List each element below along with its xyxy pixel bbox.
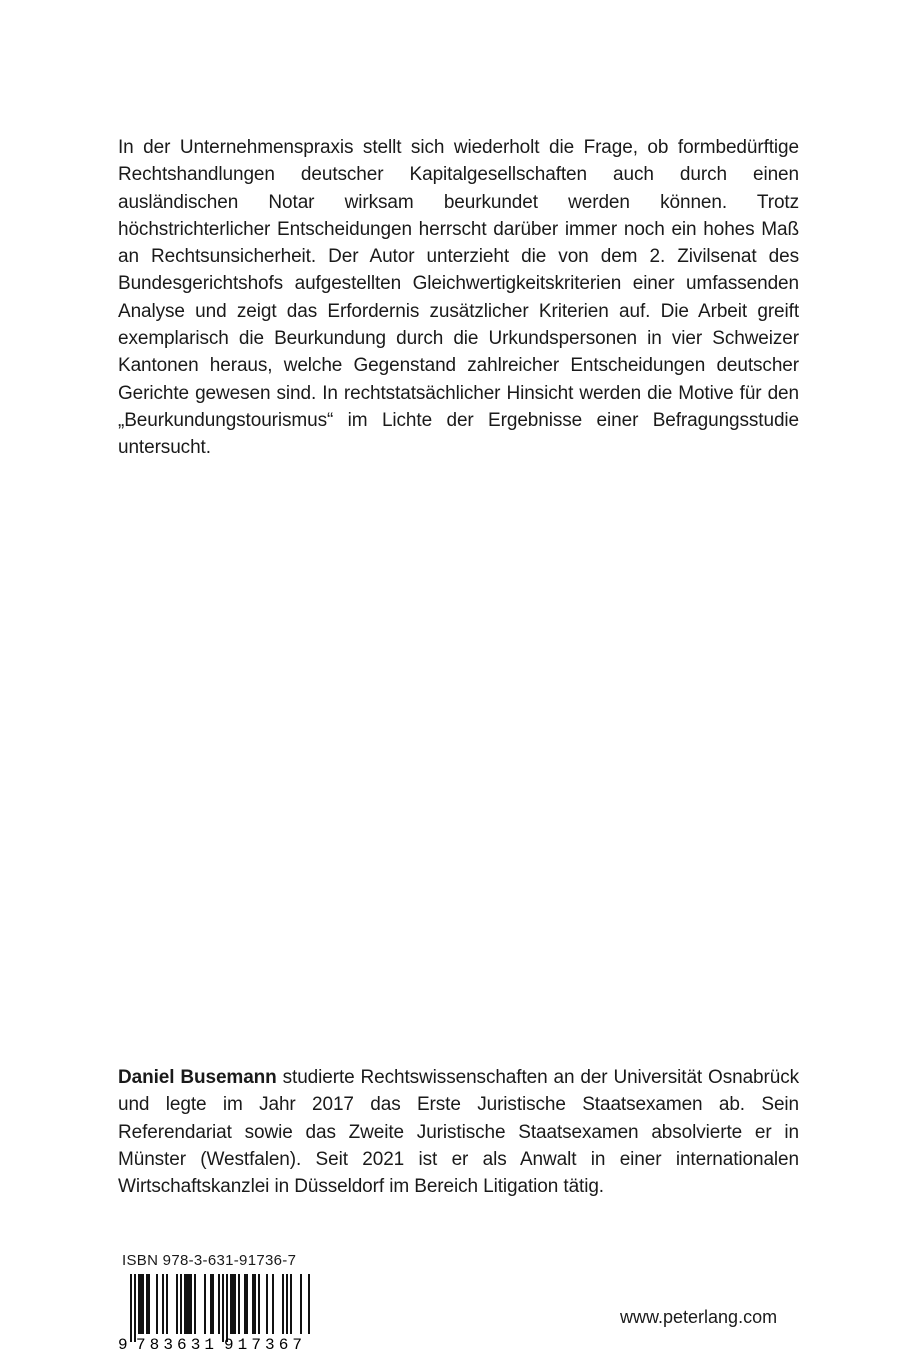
barcode-bar (186, 1274, 188, 1334)
barcode-first-digit: 9 (118, 1336, 128, 1352)
author-bio (118, 1064, 799, 1200)
isbn-block (118, 1252, 318, 1352)
author-name: Daniel Busemann (118, 1067, 277, 1088)
barcode-bar (308, 1274, 310, 1334)
barcode-bar (272, 1274, 274, 1334)
barcode-bar (212, 1274, 214, 1334)
isbn-label: ISBN 978-3-631-91736-7 (122, 1252, 297, 1269)
barcode-bar (244, 1274, 246, 1334)
barcode-bar (138, 1274, 140, 1334)
barcode-bar (162, 1274, 164, 1334)
author-bio-text: studierte Rechtswissenschaften an der Universität Osnabrück und legte im Jahr 2017 das Erste Juristische Staatsexamen ab. Sein Referendariat sowie das Zweite Juristische Staatsexamen absolvierte er in Münster (Westfalen). Seit 2021 ist er als Anwalt in einer internationalen Wirtschaftskanzlei in Düsseldorf im Bereich Litigation tätig. (118, 1067, 799, 1198)
barcode-bar (148, 1274, 150, 1334)
barcode-bar (166, 1274, 168, 1334)
barcode-bar (140, 1274, 142, 1334)
barcode-bar (176, 1274, 178, 1334)
barcode-bar (300, 1274, 302, 1334)
barcode-bar (130, 1274, 132, 1342)
publisher-website: www.peterlang.com (620, 1307, 778, 1327)
barcode-bar (146, 1274, 148, 1334)
barcode-bar (266, 1274, 268, 1334)
barcode-bar (252, 1274, 254, 1334)
barcode-bar (282, 1274, 284, 1334)
barcode-bar (238, 1274, 240, 1334)
barcode-bar (156, 1274, 158, 1334)
barcode-bar (218, 1274, 220, 1334)
barcode-bar (254, 1274, 256, 1334)
barcode-bar (226, 1274, 228, 1342)
barcode-bar (258, 1274, 260, 1334)
barcode-bar (230, 1274, 232, 1334)
barcode-bar (134, 1274, 136, 1342)
barcode-bar (246, 1274, 248, 1334)
barcode-bar (290, 1274, 292, 1334)
barcode-bar (204, 1274, 206, 1334)
barcode-right-digits: 917367 (224, 1336, 302, 1352)
barcode-left-digits: 783631 (136, 1336, 214, 1352)
barcode-bar (190, 1274, 192, 1334)
barcode-bar (232, 1274, 234, 1334)
back-cover-blurb: In der Unternehmenspraxis stellt sich wiederholt die Frage, ob formbedürftige Rechtshandlungen deutscher Kapitalgesellschaften auch durch einen ausländischen Notar wirksam beurkundet werden können. Trotz höchstrichterlicher Entscheidungen herrscht darüber immer noch ein hohes Maß an Rechtsunsicherheit. Der Autor unterzieht die von dem 2. Zivilsenat des Bundesgerichtshofs aufgestellten Gleichwertigkeitskriterien einer umfassenden Analyse und zeigt das Erfordernis zusätzlicher Kriterien auf. Die Arbeit greift exemplarisch die Beurkundung durch die Urkundspersonen in vier Schweizer Kantonen heraus, welche Gegenstand zahlreicher Entscheidungen deutscher Gerichte gewesen sind. In rechtstatsächlicher Hinsicht werden die Motive für den „Beurkundungstourismus“ im Lichte der Ergebnisse einer Befragungsstudie untersucht. (118, 137, 799, 459)
barcode-bar (188, 1274, 190, 1334)
barcode-bar (234, 1274, 236, 1334)
barcode-bar (184, 1274, 186, 1334)
barcode-bar (180, 1274, 182, 1334)
barcode-bar (142, 1274, 144, 1334)
barcode-bar (286, 1274, 288, 1334)
barcode-bar (222, 1274, 224, 1342)
barcode-bar (194, 1274, 196, 1334)
barcode (118, 1274, 314, 1352)
barcode-bar (210, 1274, 212, 1334)
